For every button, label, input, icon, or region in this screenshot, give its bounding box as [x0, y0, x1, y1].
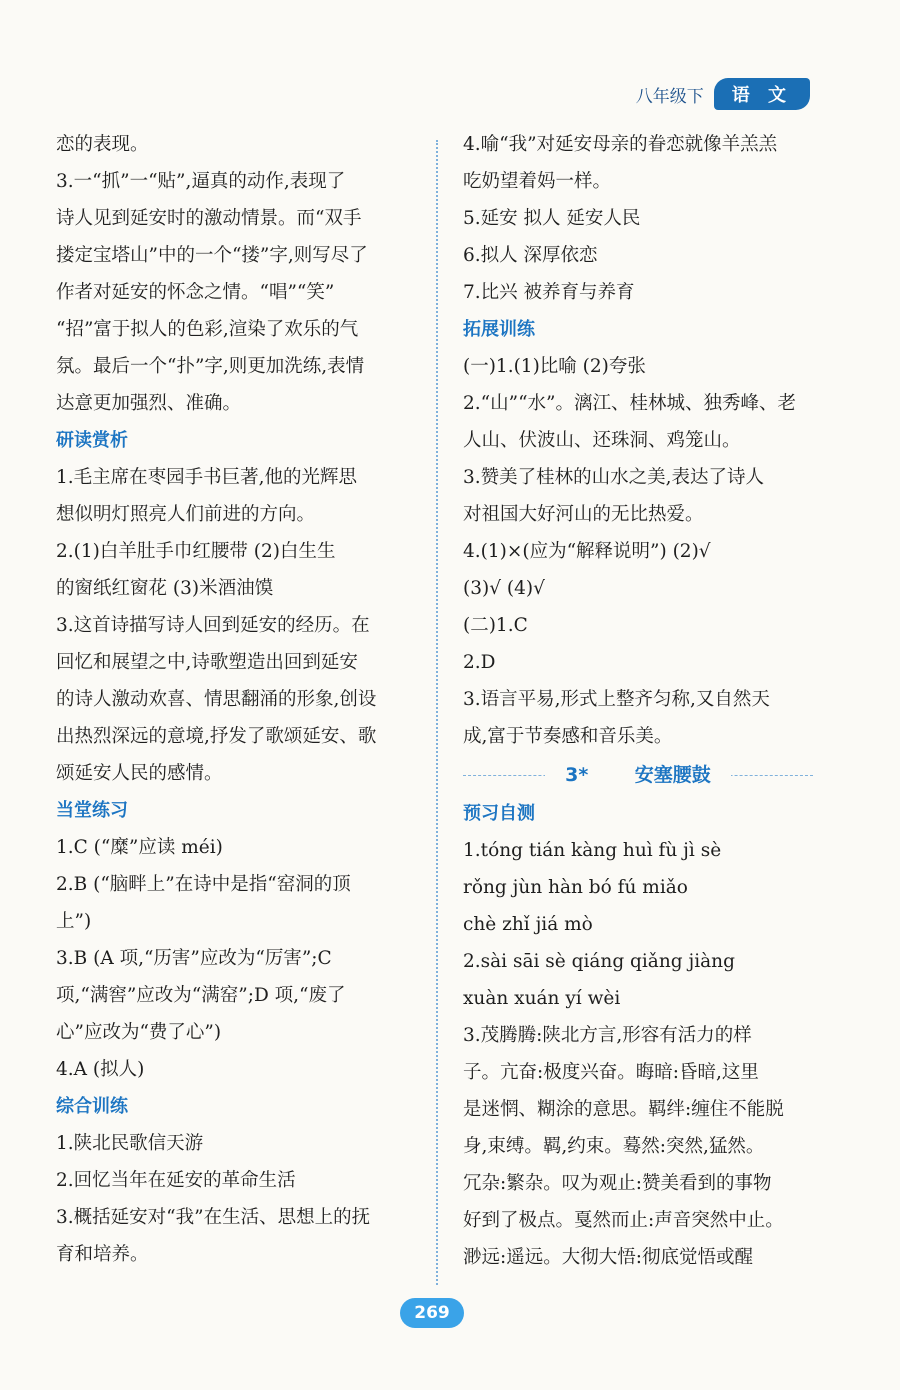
text-line: 1.毛主席在枣园手书巨著,他的光辉思 [56, 467, 358, 488]
text-line: 7.比兴 被养育与养育 [463, 282, 635, 303]
text-line: 身,束缚。羁,约束。蓦然:突然,猛然。 [463, 1136, 765, 1157]
lesson-title: 安塞腰鼓 [625, 764, 721, 786]
text-line: xuàn xuán yí wèi [463, 988, 621, 1009]
column-divider [436, 140, 438, 1285]
text-line: 1.陕北民歌信天游 [56, 1133, 204, 1154]
text-line: 是迷惘、糊涂的意思。羁绊:缠住不能脱 [463, 1099, 784, 1120]
text-line: 3.语言平易,形式上整齐匀称,又自然天 [463, 689, 770, 710]
text-line: 人山、伏波山、还珠洞、鸡笼山。 [463, 430, 741, 451]
text-line: rǒng jùn hàn bó fú miǎo [463, 877, 688, 898]
text-line: 上”) [56, 911, 92, 932]
text-line: (二)1.C [463, 615, 528, 636]
lesson-number: 3* [555, 764, 598, 786]
text-line: 3.茂腾腾:陕北方言,形容有活力的样 [463, 1025, 752, 1046]
section-heading: 拓展训练 [463, 319, 535, 340]
lesson-heading [463, 755, 813, 795]
text-line: 搂定宝塔山”中的一个“搂”字,则写尽了 [56, 245, 368, 266]
text-line: (3)√ (4)√ [463, 578, 545, 599]
text-line: 成,富于节奏感和音乐美。 [463, 726, 673, 747]
text-line: 3.一“抓”一“贴”,逼真的动作,表现了 [56, 171, 346, 192]
page-header [636, 78, 810, 110]
page-number: 269 [400, 1298, 464, 1328]
text-line: 2.sài sāi sè qiáng qiǎng jiàng [463, 951, 735, 972]
text-line: 育和培养。 [56, 1244, 149, 1265]
text-line: 达意更加强烈、准确。 [56, 393, 242, 414]
section-heading: 综合训练 [56, 1096, 128, 1117]
text-line: 吃奶望着妈一样。 [463, 171, 612, 192]
text-line: 3.B (A 项,“历害”应改为“厉害”;C [56, 948, 332, 969]
text-line: 6.拟人 深厚依恋 [463, 245, 598, 266]
text-line: 对祖国大好河山的无比热爱。 [463, 504, 704, 525]
text-line: 2.B (“脑畔上”在诗中是指“窑洞的顶 [56, 874, 351, 895]
text-line: 2.“山”“水”。漓江、桂林城、独秀峰、老 [463, 393, 796, 414]
section-heading: 研读赏析 [56, 430, 128, 451]
text-line: 作者对延安的怀念之情。“唱”“笑” [56, 282, 335, 303]
text-line: “招”富于拟人的色彩,渲染了欢乐的气 [56, 319, 359, 340]
text-line: 诗人见到延安时的激动情景。而“双手 [56, 208, 362, 229]
right-column-top [463, 126, 813, 755]
text-line: 2.D [463, 652, 496, 673]
text-line: 渺远:遥远。大彻大悟:彻底觉悟或醒 [463, 1247, 753, 1268]
text-line: 回忆和展望之中,诗歌塑造出回到延安 [56, 652, 358, 673]
text-line: 5.延安 拟人 延安人民 [463, 208, 641, 229]
left-column [56, 126, 411, 1273]
text-line: (一)1.(1)比喻 (2)夸张 [463, 356, 646, 377]
text-line: 心”应改为“费了心”) [56, 1022, 222, 1043]
text-line: chè zhǐ jiá mò [463, 914, 593, 935]
text-line: 氛。最后一个“扑”字,则更加洗练,表情 [56, 356, 365, 377]
right-column-bottom [463, 795, 813, 1276]
grade-label: 八年级下 [635, 86, 704, 107]
text-line: 1.tóng tián kàng huì fù jì sè [463, 840, 722, 861]
text-line: 的诗人激动欢喜、情思翻涌的形象,创设 [56, 689, 377, 710]
text-line: 子。亢奋:极度兴奋。晦暗:昏暗,这里 [463, 1062, 759, 1083]
text-line: 冗杂:繁杂。叹为观止:赞美看到的事物 [463, 1173, 772, 1194]
text-line: 的窗纸红窗花 (3)米酒油馍 [56, 578, 274, 599]
text-line: 想似明灯照亮人们前进的方向。 [56, 504, 316, 525]
text-line: 好到了极点。戛然而止:声音突然中止。 [463, 1210, 784, 1231]
section-heading: 当堂练习 [56, 800, 128, 821]
right-column [463, 126, 813, 1276]
subject-badge: 语 文 [714, 78, 810, 110]
text-line: 3.概括延安对“我”在生活、思想上的抚 [56, 1207, 371, 1228]
section-heading: 预习自测 [463, 803, 535, 824]
text-line: 3.赞美了桂林的山水之美,表达了诗人 [463, 467, 765, 488]
text-line: 恋的表现。 [56, 134, 149, 155]
text-line: 2.回忆当年在延安的革命生活 [56, 1170, 296, 1191]
text-line: 4.(1)×(应为“解释说明”) (2)√ [463, 541, 711, 562]
text-line: 1.C (“糜”应读 méi) [56, 837, 223, 858]
text-line: 项,“满窖”应改为“满窑”;D 项,“废了 [56, 985, 346, 1006]
text-line: 颂延安人民的感情。 [56, 763, 223, 784]
text-line: 4.A (拟人) [56, 1059, 145, 1080]
text-line: 2.(1)白羊肚手巾红腰带 (2)白生生 [56, 541, 336, 562]
text-line: 出热烈深远的意境,抒发了歌颂延安、歌 [56, 726, 377, 747]
text-line: 3.这首诗描写诗人回到延安的经历。在 [56, 615, 370, 636]
text-line: 4.喻“我”对延安母亲的眷恋就像羊羔羔 [463, 134, 778, 155]
